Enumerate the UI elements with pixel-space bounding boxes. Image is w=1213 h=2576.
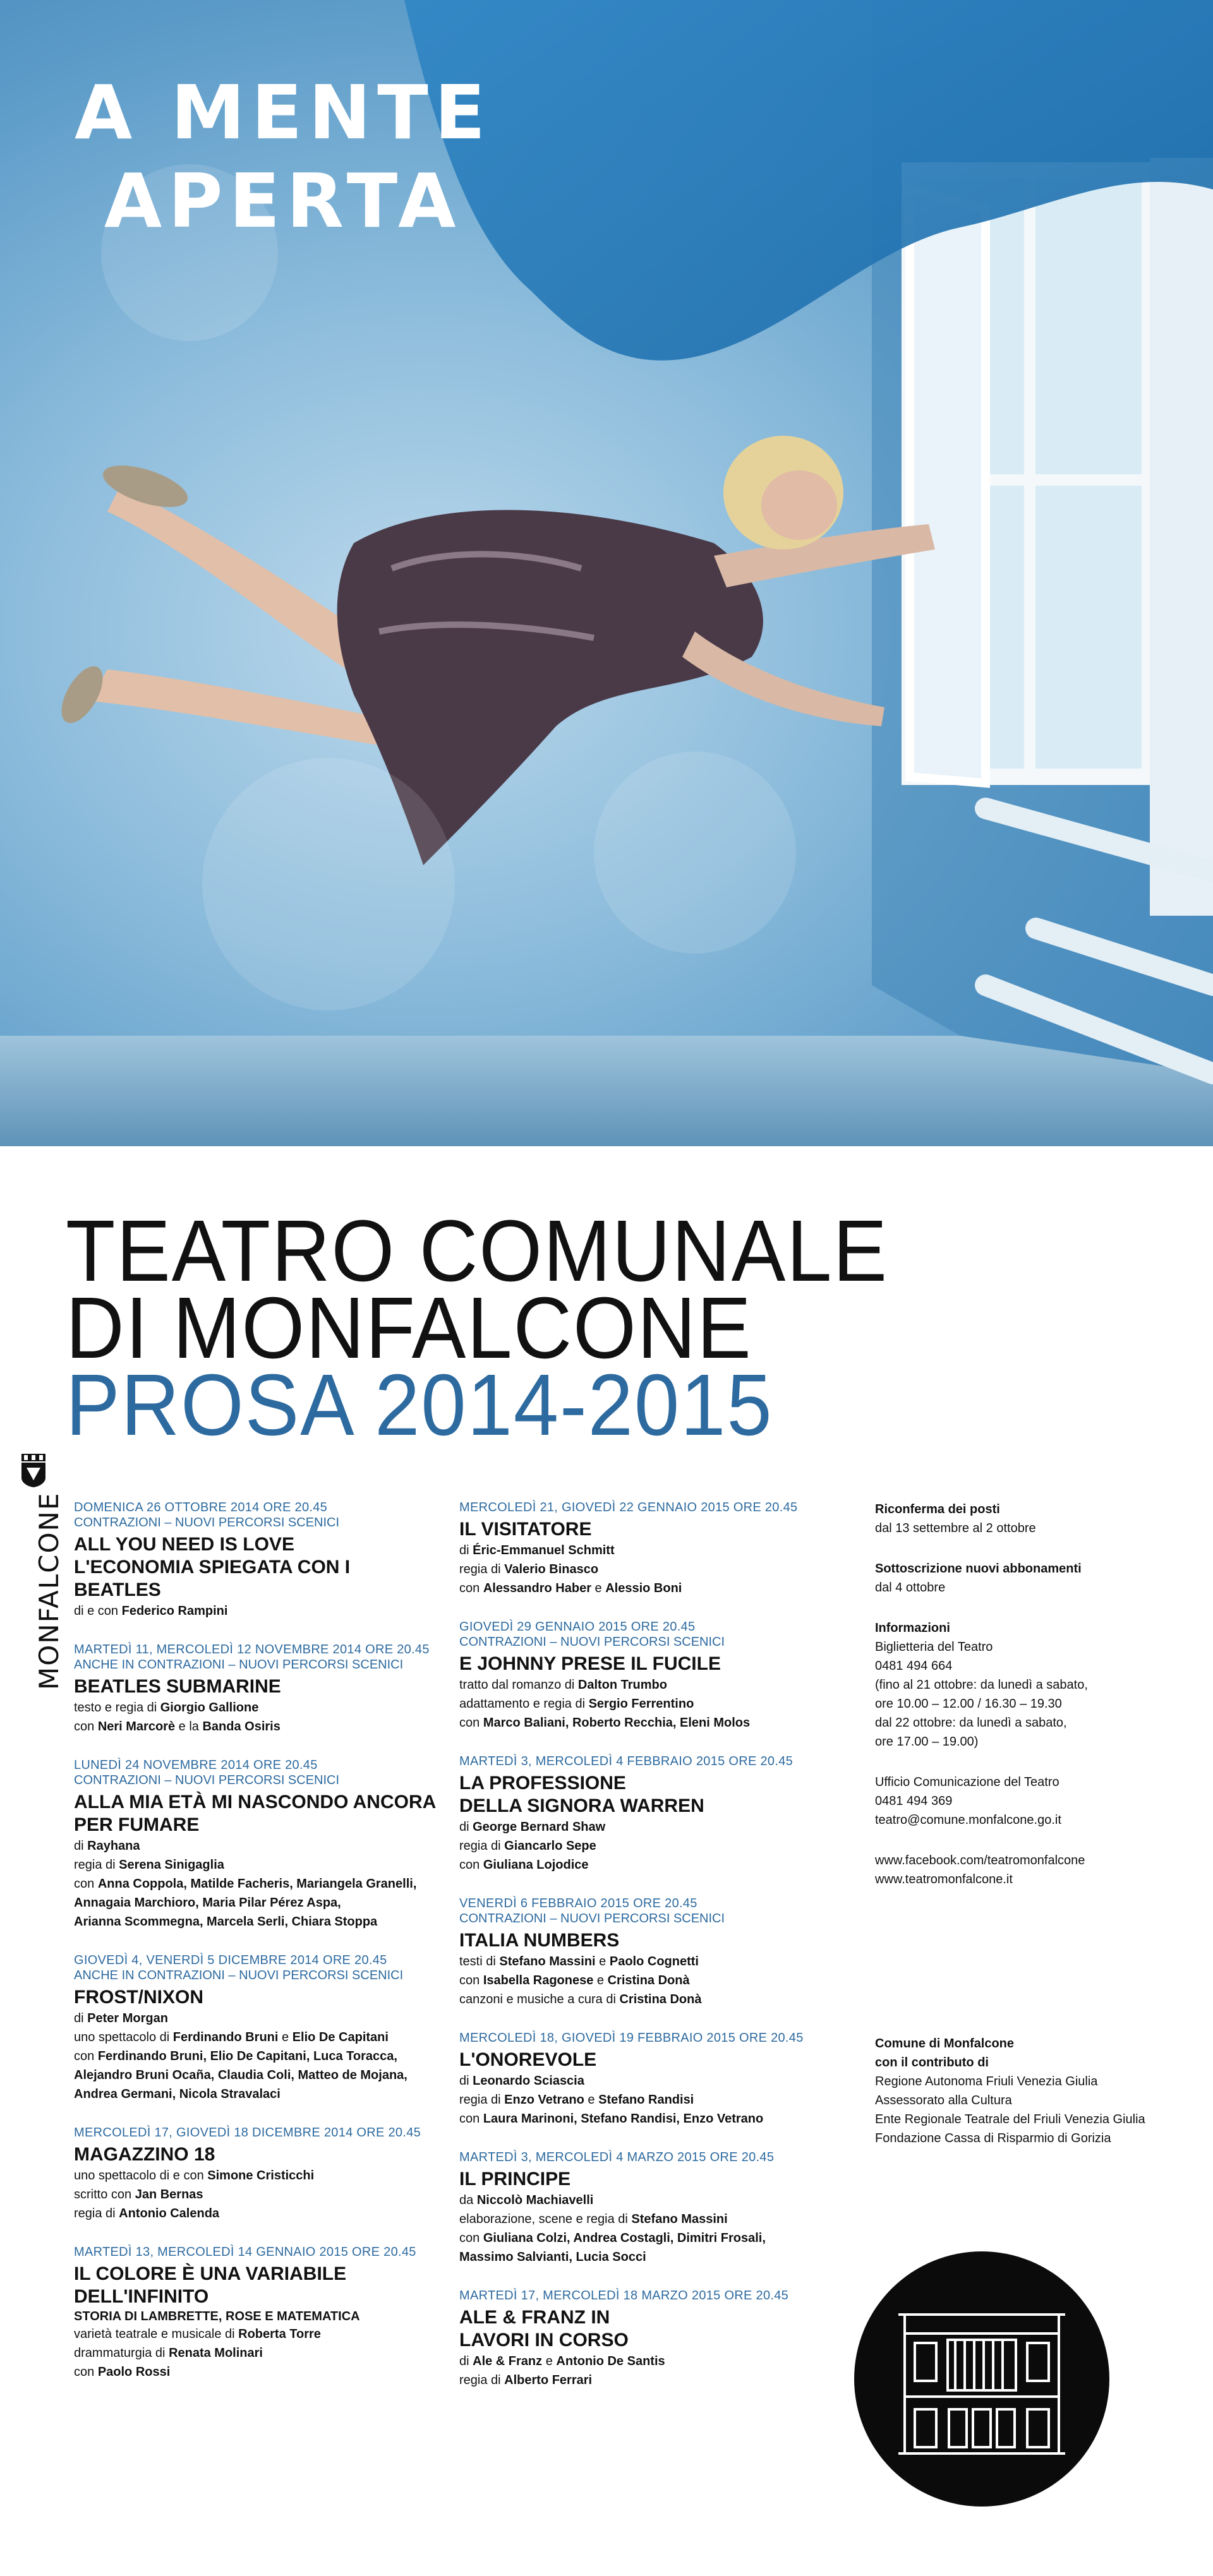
credit-role: regia di xyxy=(74,2207,119,2220)
hero-title xyxy=(75,68,492,245)
show-credit xyxy=(459,1952,838,1971)
credit-role: di xyxy=(459,1543,473,1557)
heading-line-2: DI MONFALCONE xyxy=(66,1279,752,1377)
credit-role: con xyxy=(74,1877,98,1891)
show-tag: CONTRAZIONI – NUOVI PERCORSI SCENICI xyxy=(459,1635,725,1649)
credit-name: Stefano Randisi xyxy=(598,2093,694,2107)
show-credit xyxy=(459,2191,838,2210)
show-credit xyxy=(74,1698,440,1717)
credit-name: Antonio De Santis xyxy=(556,2354,665,2368)
credit-name: Serena Sinigaglia xyxy=(119,1858,224,1872)
credit-role: uno spettacolo di xyxy=(74,2030,173,2044)
credit-name: Ale & Franz xyxy=(473,2354,543,2368)
show-date: MARTEDÌ 3, MERCOLEDÌ 4 FEBBRAIO 2015 ORE 20.45 xyxy=(459,1754,794,1768)
credit-role: testi di xyxy=(459,1955,500,1968)
show-title: ALE & FRANZ IN xyxy=(459,2307,610,2328)
info-line: ore 17.00 – 19.00) xyxy=(875,1735,979,1749)
season-title: PROSA 2014-2015 xyxy=(66,1357,773,1454)
show-title: ALLA MIA ETÀ MI NASCONDO ANCORA xyxy=(74,1792,437,1812)
credit-joiner: e xyxy=(591,1581,606,1595)
credit-role: di xyxy=(459,2074,473,2088)
show-listing xyxy=(74,1642,440,1736)
monfalcone-logo xyxy=(16,1453,64,1718)
office-line: Ufficio Comunicazione del Teatro xyxy=(875,1775,1059,1789)
credit-name: Stefano Massini xyxy=(631,2212,728,2226)
sponsor-title-1: Comune di Monfalcone xyxy=(875,2037,1014,2051)
credit-name: Elio De Capitani xyxy=(292,2030,389,2044)
show-credit xyxy=(459,1675,838,1694)
show-listing xyxy=(74,1500,440,1620)
subs-title: Sottoscrizione nuovi abbonamenti xyxy=(875,1562,1082,1576)
credit-role: tratto dal romanzo di xyxy=(459,1678,578,1692)
credit-name: Ferdinando Bruni, Elio De Capitani, Luca Toracca, xyxy=(97,2049,397,2063)
credit-role: con xyxy=(459,2112,483,2126)
credit-role: di xyxy=(74,2011,88,2025)
show-credit xyxy=(459,1541,838,1560)
info-title: Informazioni xyxy=(875,1621,950,1635)
show-title: IL VISITATORE xyxy=(459,1519,592,1540)
credit-role: regia di xyxy=(459,2373,505,2387)
show-title: MAGAZZINO 18 xyxy=(74,2144,215,2165)
show-date: MARTEDÌ 17, MERCOLEDÌ 18 MARZO 2015 ORE 20.45 xyxy=(459,2289,789,2303)
show-listing xyxy=(74,2244,440,2381)
show-date: GIOVEDÌ 29 GENNAIO 2015 ORE 20.45 xyxy=(459,1620,696,1634)
info-line: ore 10.00 – 12.00 / 16.30 – 19.30 xyxy=(875,1697,1062,1711)
show-credit xyxy=(459,1579,838,1598)
show-credit xyxy=(74,2166,440,2185)
credit-role: con xyxy=(74,2365,98,2379)
credit-name: Ferdinando Bruni xyxy=(172,2030,279,2044)
credit-name: Jan Bernas xyxy=(135,2188,203,2202)
show-credit xyxy=(74,2066,440,2085)
credit-role: di xyxy=(459,2354,473,2368)
credit-joiner: e xyxy=(595,1955,610,1968)
credit-name: Alessio Boni xyxy=(605,1581,682,1595)
credit-name: Annagaia Marchioro, Maria Pilar Pérez Aspa, xyxy=(74,1896,341,1910)
show-credit xyxy=(74,1874,440,1893)
show-listing xyxy=(459,1754,838,1874)
credit-name: Massimo Salvianti, Lucia Socci xyxy=(459,2250,646,2264)
press-office xyxy=(875,1773,1166,1830)
credit-role: con xyxy=(459,1858,483,1872)
confirm-title: Riconferma dei posti xyxy=(875,1502,1000,1516)
credit-role: regia di xyxy=(74,1858,119,1872)
box-office-info xyxy=(875,1619,1166,1751)
show-listing xyxy=(459,1896,838,2009)
show-date: MARTEDÌ 3, MERCOLEDÌ 4 MARZO 2015 ORE 20.45 xyxy=(459,2150,775,2164)
info-column xyxy=(875,1500,1166,2169)
show-credit xyxy=(459,2090,838,2109)
credit-name: Neri Marcorè xyxy=(97,1720,176,1734)
credit-role: di e con xyxy=(74,1604,122,1618)
credit-name: Giancarlo Sepe xyxy=(504,1839,596,1853)
credit-name: Niccolò Machiavelli xyxy=(476,2193,594,2207)
credit-name: Alberto Ferrari xyxy=(504,2373,593,2387)
credit-role: regia di xyxy=(459,1839,505,1853)
credit-name: Simone Cristicchi xyxy=(207,2169,315,2183)
show-credit xyxy=(459,1855,838,1874)
show-credit xyxy=(459,2371,838,2390)
credit-name: Sergio Ferrentino xyxy=(588,1697,694,1711)
sponsor-line: Regione Autonoma Friuli Venezia Giulia xyxy=(875,2075,1098,2088)
show-date: MARTEDÌ 11, MERCOLEDÌ 12 NOVEMBRE 2014 ORE 20.45 xyxy=(74,1643,430,1656)
credit-role: regia di xyxy=(459,1562,505,1576)
credit-name: Giuliana Lojodice xyxy=(483,1858,589,1872)
credit-name: Alessandro Haber xyxy=(483,1581,591,1595)
credit-name: Roberta Torre xyxy=(238,2327,321,2341)
credit-role: adattamento e regia di xyxy=(459,1697,589,1711)
show-date: LUNEDÌ 24 NOVEMBRE 2014 ORE 20.45 xyxy=(74,1758,318,1772)
credit-name: Paolo Rossi xyxy=(97,2365,171,2379)
info-line: dal 22 ottobre: da lunedì a sabato, xyxy=(875,1716,1067,1730)
show-credit xyxy=(459,2071,838,2090)
show-title: IL PRINCIPE xyxy=(459,2169,571,2190)
sponsor-line: Assessorato alla Cultura xyxy=(875,2094,1012,2107)
show-listing xyxy=(74,1758,440,1931)
show-title: L'ONOREVOLE xyxy=(459,2049,597,2070)
show-credit xyxy=(459,1971,838,1990)
programme-column-2 xyxy=(459,1500,838,2411)
show-credit xyxy=(459,1694,838,1713)
credit-name: Arianna Scommegna, Marcela Serli, Chiara Stoppa xyxy=(74,1915,378,1929)
show-credit xyxy=(459,1990,838,2009)
credit-role: di xyxy=(459,1820,473,1834)
credit-name: Federico Rampini xyxy=(121,1604,228,1618)
show-title: BEATLES SUBMARINE xyxy=(74,1676,281,1697)
hero-title-line-1: A MENTE xyxy=(75,69,492,156)
credit-name: Cristina Donà xyxy=(619,1992,702,2006)
show-credit xyxy=(74,2325,440,2344)
show-credit xyxy=(74,1912,440,1931)
page-heading xyxy=(66,1202,950,1454)
office-email-link[interactable]: teatro@comune.monfalcone.go.it xyxy=(875,1813,1061,1827)
credit-role: con xyxy=(459,1974,483,1987)
credit-role: testo e regia di xyxy=(74,1701,160,1715)
credit-role: con xyxy=(74,1720,98,1734)
show-credit xyxy=(74,2185,440,2204)
website-link[interactable]: www.teatromonfalcone.it xyxy=(875,1872,1013,1886)
credit-name: Stefano Massini xyxy=(499,1955,596,1968)
show-title: ITALIA NUMBERS xyxy=(459,1930,620,1951)
show-credit xyxy=(74,1893,440,1912)
show-credit xyxy=(74,2028,440,2047)
credit-joiner: e xyxy=(584,2093,599,2107)
credit-name: Antonio Calenda xyxy=(119,2207,220,2220)
credit-name: Isabella Ragonese xyxy=(483,1974,594,1987)
credit-role: elaborazione, scene e regia di xyxy=(459,2212,632,2226)
info-line: (fino al 21 ottobre: da lunedì a sabato, xyxy=(875,1678,1088,1692)
show-date: MERCOLEDÌ 18, GIOVEDÌ 19 FEBBRAIO 2015 ORE 20.45 xyxy=(459,2031,804,2045)
show-credit xyxy=(459,1818,838,1836)
show-date: VENERDÌ 6 FEBBRAIO 2015 ORE 20.45 xyxy=(459,1896,697,1910)
show-credit xyxy=(74,2363,440,2381)
credit-role: con xyxy=(459,1716,483,1730)
show-listing xyxy=(459,1619,838,1732)
monfalcone-wordmark: MONFALCONE xyxy=(33,1492,64,1690)
credit-name: Laura Marinoni, Stefano Randisi, Enzo Vetrano xyxy=(483,2112,764,2126)
show-title: LA PROFESSIONE xyxy=(459,1773,626,1794)
credit-name: George Bernard Shaw xyxy=(473,1820,606,1834)
show-date: DOMENICA 26 OTTOBRE 2014 ORE 20.45 xyxy=(74,1501,328,1514)
show-date: MERCOLEDÌ 17, GIOVEDÌ 18 DICEMBRE 2014 ORE 20.45 xyxy=(74,2126,421,2140)
city-crest-icon xyxy=(20,1453,47,1488)
web-links xyxy=(875,1851,1166,1889)
theatre-badge xyxy=(854,2251,1109,2507)
credit-role: di xyxy=(74,1839,88,1853)
credit-role: con xyxy=(459,2231,483,2245)
show-listing xyxy=(459,2288,838,2390)
show-title-2: PER FUMARE xyxy=(74,1814,200,1835)
show-title: E JOHNNY PRESE IL FUCILE xyxy=(459,1653,721,1674)
show-listing xyxy=(459,2030,838,2128)
show-credit xyxy=(74,1836,440,1855)
show-credit xyxy=(74,1602,440,1620)
show-title-2: DELL'INFINITO xyxy=(74,2286,209,2307)
credit-joiner: e xyxy=(542,2354,557,2368)
show-date: GIOVEDÌ 4, VENERDÌ 5 DICEMBRE 2014 ORE 20.45 xyxy=(74,1953,387,1967)
credit-name: Anna Coppola, Matilde Facheris, Mariangela Granelli, xyxy=(97,1877,417,1891)
credit-role: canzoni e musiche a cura di xyxy=(459,1992,620,2006)
credit-role: varietà teatrale e musicale di xyxy=(74,2327,239,2341)
credit-role: drammaturgia di xyxy=(74,2346,169,2360)
show-tag: ANCHE IN CONTRAZIONI – NUOVI PERCORSI SCENICI xyxy=(74,1968,404,1982)
hero-title-line-2: APERTA xyxy=(104,157,462,244)
show-credit xyxy=(459,2229,838,2248)
show-credit xyxy=(74,2009,440,2028)
show-listing xyxy=(74,2125,440,2223)
show-title-2: LAVORI IN CORSO xyxy=(459,2330,629,2351)
show-title: FROST/NIXON xyxy=(74,1987,204,2008)
seat-confirmation xyxy=(875,1500,1166,1538)
theatre-facade-icon xyxy=(854,2251,1109,2507)
credit-role: con xyxy=(459,1581,483,1595)
credit-name: Cristina Donà xyxy=(607,1974,690,1987)
hero-image xyxy=(0,0,1213,1146)
credit-role: con xyxy=(74,2049,98,2063)
show-credit xyxy=(459,1713,838,1732)
credit-name: Banda Osiris xyxy=(202,1720,281,1734)
credit-name: Leonardo Sciascia xyxy=(473,2074,584,2088)
credit-name: Giorgio Gallione xyxy=(160,1701,259,1715)
credit-name: Peter Morgan xyxy=(87,2011,168,2025)
credit-name: Dalton Trumbo xyxy=(577,1678,667,1692)
info-line: 0481 494 664 xyxy=(875,1659,953,1673)
credit-name: Giuliana Colzi, Andrea Costagli, Dimitri Frosali, xyxy=(483,2231,766,2245)
info-line: Biglietteria del Teatro xyxy=(875,1640,993,1654)
credit-name: Andrea Germani, Nicola Stravalaci xyxy=(74,2087,281,2101)
show-listing xyxy=(459,2150,838,2267)
show-date: MARTEDÌ 13, MERCOLEDÌ 14 GENNAIO 2015 ORE 20.45 xyxy=(74,2245,416,2259)
heading-line-1: TEATRO COMUNALE xyxy=(66,1202,888,1300)
credit-name: Rayhana xyxy=(87,1839,140,1853)
show-tag: CONTRAZIONI – NUOVI PERCORSI SCENICI xyxy=(459,1912,725,1926)
show-credit xyxy=(459,1836,838,1855)
show-title: IL COLORE È UNA VARIABILE xyxy=(74,2263,347,2284)
floating-woman xyxy=(53,436,935,865)
sponsor-title-2: con il contributo di xyxy=(875,2056,989,2070)
show-tag: CONTRAZIONI – NUOVI PERCORSI SCENICI xyxy=(74,1516,340,1530)
show-credit xyxy=(459,2109,838,2128)
show-title: ALL YOU NEED IS LOVE xyxy=(74,1534,294,1555)
show-credit xyxy=(459,1560,838,1579)
show-credit xyxy=(459,2210,838,2229)
office-phone: 0481 494 369 xyxy=(875,1794,953,1808)
programme-column-1 xyxy=(74,1500,440,2403)
sponsor-line: Ente Regionale Teatrale del Friuli Venezia Giulia xyxy=(875,2112,1145,2126)
show-credit xyxy=(74,2204,440,2223)
credit-joiner: e xyxy=(278,2030,293,2044)
credit-role: scritto con xyxy=(74,2188,135,2202)
show-credit xyxy=(74,2344,440,2363)
show-date: MERCOLEDÌ 21, GIOVEDÌ 22 GENNAIO 2015 ORE 20.45 xyxy=(459,1501,798,1514)
show-credit xyxy=(74,1855,440,1874)
show-subtitle: STORIA DI LAMBRETTE, ROSE E MATEMATICA xyxy=(74,2309,360,2323)
credit-name: Enzo Vetrano xyxy=(504,2093,584,2107)
facebook-link[interactable]: www.facebook.com/teatromonfalcone xyxy=(875,1854,1085,1867)
show-credit xyxy=(74,1717,440,1736)
show-credit xyxy=(459,2352,838,2371)
credit-role: uno spettacolo di e con xyxy=(74,2169,208,2183)
credit-joiner: e xyxy=(593,1974,608,1987)
show-tag: ANCHE IN CONTRAZIONI – NUOVI PERCORSI SCENICI xyxy=(74,1658,404,1672)
subs-text: dal 4 ottobre xyxy=(875,1581,946,1595)
show-listing xyxy=(459,1500,838,1598)
credit-name: Renata Molinari xyxy=(169,2346,263,2360)
credit-name: Marco Baliani, Roberto Recchia, Eleni Molos xyxy=(483,1716,751,1730)
show-credit xyxy=(459,2248,838,2267)
subscriptions xyxy=(875,1559,1166,1597)
show-tag: CONTRAZIONI – NUOVI PERCORSI SCENICI xyxy=(74,1773,340,1787)
show-credit xyxy=(74,2085,440,2104)
credit-name: Alejandro Bruni Ocaña, Claudia Coli, Matteo de Mojana, xyxy=(74,2068,407,2082)
credit-role: regia di xyxy=(459,2093,505,2107)
credit-joiner: e la xyxy=(175,1720,203,1734)
show-listing xyxy=(74,1953,440,2104)
show-title-2: DELLA SIGNORA WARREN xyxy=(459,1795,704,1816)
credit-role: da xyxy=(459,2193,477,2207)
show-title-2: L'ECONOMIA SPIEGATA CON I BEATLES xyxy=(74,1557,351,1600)
show-credit xyxy=(74,2047,440,2066)
credit-name: Paolo Cognetti xyxy=(609,1955,699,1968)
credit-name: Éric-Emmanuel Schmitt xyxy=(473,1543,615,1557)
sponsors xyxy=(875,2034,1166,2148)
credit-name: Valerio Binasco xyxy=(504,1562,599,1576)
confirm-text: dal 13 settembre al 2 ottobre xyxy=(875,1521,1036,1535)
sponsor-line: Fondazione Cassa di Risparmio di Gorizia xyxy=(875,2131,1111,2145)
